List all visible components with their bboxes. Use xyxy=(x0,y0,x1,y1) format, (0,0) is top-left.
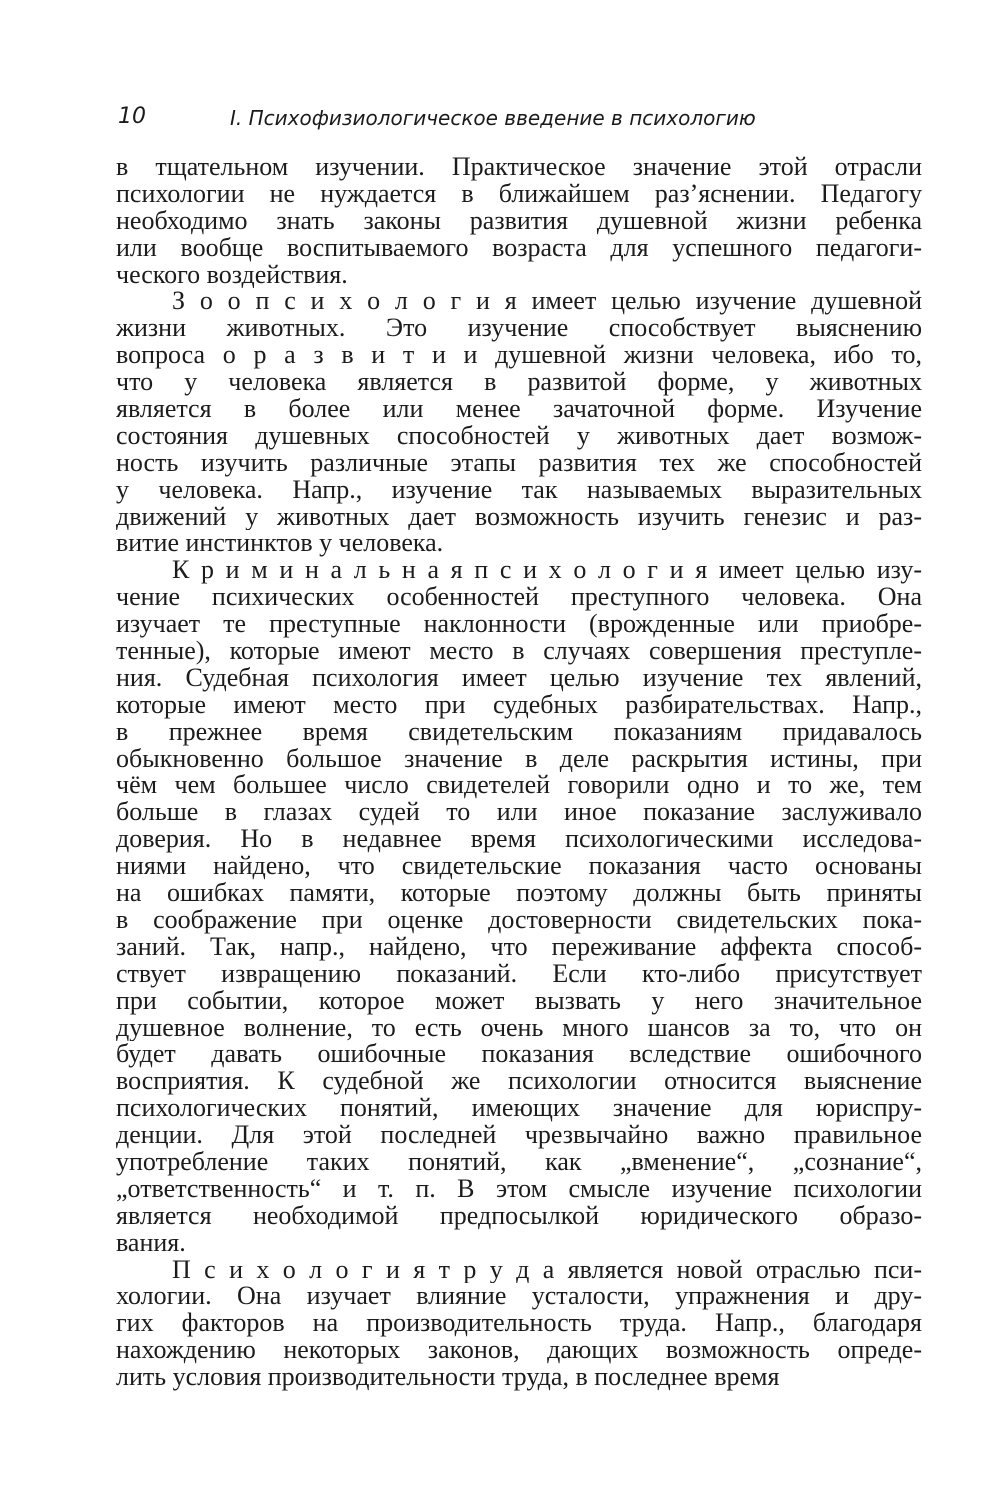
text-line: которые имеют место при судебных разбирательствах. Напр., xyxy=(116,691,922,719)
text-line: что у человека является в развитой форме, у животных xyxy=(116,369,922,397)
text-line: больше в глазах судей то или иное показание заслуживало xyxy=(116,799,922,827)
page-number: 10 xyxy=(118,104,146,129)
text-line: или вообще воспитываемого возраста для успешного педагоги- xyxy=(116,234,922,262)
text-line: в прежнее время свидетельским показаниям придавалось xyxy=(116,718,922,746)
text-line: состояния душевных способностей у животных дает возмож- xyxy=(116,422,922,450)
page-header xyxy=(118,104,920,144)
text-line: вопроса о р а з в и т и и душевной жизни человека, ибо то, xyxy=(116,342,922,370)
body-text xyxy=(116,154,922,1391)
text-line: ность изучить различные этапы развития тех же способностей xyxy=(116,449,922,477)
text-line: в соображение при оценке достоверности свидетельских пока- xyxy=(116,906,922,934)
text-line: при событии, которое может вызвать у него значительное xyxy=(116,987,922,1015)
paragraph xyxy=(116,1257,922,1391)
paragraph xyxy=(116,154,922,288)
text-line: на ошибках памяти, которые поэтому должны быть приняты xyxy=(116,880,922,907)
text-line: гих факторов на производительность труда. Напр., благодаря xyxy=(116,1310,922,1338)
text-line: в тщательном изучении. Практическое значение этой отрасли xyxy=(116,154,922,181)
text-line: изучает те преступные наклонности (врожденные или приобре- xyxy=(116,611,922,639)
text-line: обыкновенно большое значение в деле раскрытия истины, при xyxy=(116,745,922,773)
text-line: будет давать ошибочные показания вследствие ошибочного xyxy=(116,1041,922,1069)
text-line: нахождению некоторых законов, дающих возможность опреде- xyxy=(116,1337,922,1365)
text-line: у человека. Напр., изучение так называемых выразительных xyxy=(116,476,922,504)
text-line: лить условия производительности труда, в последнее время xyxy=(116,1364,780,1391)
text-line: хологии. Она изучает влияние усталости, упражнения и дру- xyxy=(116,1283,922,1311)
text-line: вания. xyxy=(116,1229,186,1257)
paragraph xyxy=(116,288,922,557)
text-line: тенные), которые имеют место в случаях совершения преступле- xyxy=(116,638,922,665)
text-line: ниями найдено, что свидетельские показания часто основаны xyxy=(116,853,922,881)
text-line: чём чем большее число свидетелей говорили одно и то же, тем xyxy=(116,772,922,800)
text-line: ствует извращению показаний. Если кто-либо присутствует xyxy=(116,960,922,988)
text-line: П с и х о л о г и я т р у д а является новой отраслью пси- xyxy=(172,1256,922,1284)
text-line: психологии не нуждается в ближайшем раз’яснении. Педагогу xyxy=(116,180,922,208)
paragraph xyxy=(116,557,922,1256)
text-line: заний. Так, напр., найдено, что переживание аффекта способ- xyxy=(116,933,922,961)
text-line: движений у животных дает возможность изучить генезис и раз- xyxy=(116,503,922,531)
text-line: З о о п с и х о л о г и я имеет целью изучение душевной xyxy=(172,288,922,316)
text-line: „ответственность“ и т. п. В этом смысле изучение психологии xyxy=(116,1175,922,1203)
text-line: К р и м и н а л ь н а я п с и х о л о г и я имеет целью изу- xyxy=(172,557,922,585)
text-line: восприятия. К судебной же психологии относится выяснение xyxy=(116,1068,922,1096)
text-line: ческого воздействия. xyxy=(116,261,348,289)
text-line: психологических понятий, имеющих значение для юриспру- xyxy=(116,1095,922,1123)
text-line: денции. Для этой последней чрезвычайно важно правильное xyxy=(116,1122,922,1149)
text-line: является в более или менее зачаточной форме. Изучение xyxy=(116,396,922,423)
text-line: доверия. Но в недавнее время психологическими исследова- xyxy=(116,826,922,854)
text-line: витие инстинктов у человека. xyxy=(116,530,444,558)
text-line: необходимо знать законы развития душевной жизни ребенка xyxy=(116,207,922,235)
text-line: является необходимой предпосылкой юридического образо- xyxy=(116,1202,922,1230)
text-line: чение психических особенностей преступного человека. Она xyxy=(116,584,922,612)
text-line: жизни животных. Это изучение способствует выяснению xyxy=(116,315,922,343)
running-title: I. Психофизиологическое введение в психологию xyxy=(230,106,756,130)
text-line: ния. Судебная психология имеет целью изучение тех явлений, xyxy=(116,664,922,692)
text-line: употребление таких понятий, как „вменение“, „сознание“, xyxy=(116,1148,922,1176)
text-line: душевное волнение, то есть очень много шансов за то, что он xyxy=(116,1014,922,1042)
